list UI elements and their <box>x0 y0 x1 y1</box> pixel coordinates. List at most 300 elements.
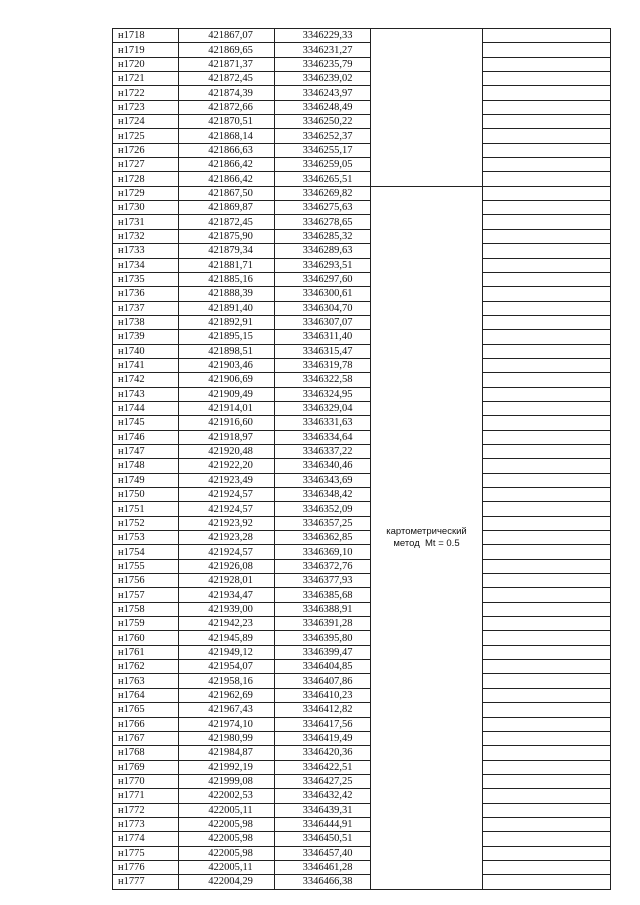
blank-cell <box>483 416 611 430</box>
y-coordinate-cell: 3346340,46 <box>275 459 371 473</box>
y-coordinate-cell: 3346324,95 <box>275 387 371 401</box>
y-coordinate-cell: 3346239,02 <box>275 72 371 86</box>
table-row <box>113 158 611 172</box>
blank-cell <box>483 502 611 516</box>
y-coordinate-cell: 3346377,93 <box>275 574 371 588</box>
x-coordinate-cell: 421924,57 <box>179 502 275 516</box>
x-coordinate-cell: 421866,42 <box>179 172 275 186</box>
point-id-cell: н1722 <box>113 86 179 100</box>
blank-cell <box>483 201 611 215</box>
y-coordinate-cell: 3346357,25 <box>275 516 371 530</box>
point-id-cell: н1773 <box>113 817 179 831</box>
y-coordinate-cell: 3346307,07 <box>275 315 371 329</box>
y-coordinate-cell: 3346422,51 <box>275 760 371 774</box>
x-coordinate-cell: 421866,42 <box>179 158 275 172</box>
blank-cell <box>483 875 611 889</box>
blank-cell <box>483 731 611 745</box>
x-coordinate-cell: 421866,63 <box>179 143 275 157</box>
x-coordinate-cell: 421984,87 <box>179 746 275 760</box>
point-id-cell: н1723 <box>113 100 179 114</box>
point-id-cell: н1728 <box>113 172 179 186</box>
blank-cell <box>483 29 611 43</box>
table-row <box>113 703 611 717</box>
point-id-cell: н1769 <box>113 760 179 774</box>
table-row <box>113 574 611 588</box>
table-row <box>113 674 611 688</box>
point-id-cell: н1724 <box>113 115 179 129</box>
table-row <box>113 143 611 157</box>
table-row <box>113 358 611 372</box>
x-coordinate-cell: 421867,50 <box>179 186 275 200</box>
point-id-cell: н1774 <box>113 832 179 846</box>
point-id-cell: н1739 <box>113 330 179 344</box>
point-id-cell: н1777 <box>113 875 179 889</box>
point-id-cell: н1729 <box>113 186 179 200</box>
x-coordinate-cell: 421874,39 <box>179 86 275 100</box>
y-coordinate-cell: 3346391,28 <box>275 617 371 631</box>
table-row <box>113 330 611 344</box>
y-coordinate-cell: 3346285,32 <box>275 229 371 243</box>
x-coordinate-cell: 421885,16 <box>179 272 275 286</box>
blank-cell <box>483 272 611 286</box>
coordinates-table <box>112 28 611 890</box>
x-coordinate-cell: 421999,08 <box>179 774 275 788</box>
y-coordinate-cell: 3346248,49 <box>275 100 371 114</box>
y-coordinate-cell: 3346352,09 <box>275 502 371 516</box>
method-cell-group-1 <box>371 29 483 187</box>
y-coordinate-cell: 3346259,05 <box>275 158 371 172</box>
table-row <box>113 272 611 286</box>
point-id-cell: н1766 <box>113 717 179 731</box>
x-coordinate-cell: 421916,60 <box>179 416 275 430</box>
table-row <box>113 602 611 616</box>
table-row <box>113 201 611 215</box>
table-row <box>113 688 611 702</box>
point-id-cell: н1718 <box>113 29 179 43</box>
table-row <box>113 545 611 559</box>
x-coordinate-cell: 421906,69 <box>179 373 275 387</box>
y-coordinate-cell: 3346343,69 <box>275 473 371 487</box>
table-row <box>113 186 611 200</box>
y-coordinate-cell: 3346322,58 <box>275 373 371 387</box>
y-coordinate-cell: 3346395,80 <box>275 631 371 645</box>
x-coordinate-cell: 421891,40 <box>179 301 275 315</box>
y-coordinate-cell: 3346420,36 <box>275 746 371 760</box>
table-row <box>113 459 611 473</box>
x-coordinate-cell: 421898,51 <box>179 344 275 358</box>
point-id-cell: н1755 <box>113 559 179 573</box>
blank-cell <box>483 43 611 57</box>
point-id-cell: н1737 <box>113 301 179 315</box>
point-id-cell: н1763 <box>113 674 179 688</box>
y-coordinate-cell: 3346275,63 <box>275 201 371 215</box>
table-row <box>113 401 611 415</box>
y-coordinate-cell: 3346362,85 <box>275 531 371 545</box>
x-coordinate-cell: 421867,07 <box>179 29 275 43</box>
x-coordinate-cell: 421980,99 <box>179 731 275 745</box>
x-coordinate-cell: 421871,37 <box>179 57 275 71</box>
point-id-cell: н1732 <box>113 229 179 243</box>
x-coordinate-cell: 421872,45 <box>179 72 275 86</box>
table-row <box>113 846 611 860</box>
method-label-line-1: картометрический <box>386 525 467 537</box>
blank-cell <box>483 115 611 129</box>
table-row <box>113 344 611 358</box>
y-coordinate-cell: 3346348,42 <box>275 488 371 502</box>
table-row <box>113 244 611 258</box>
x-coordinate-cell: 421888,39 <box>179 287 275 301</box>
table-row <box>113 229 611 243</box>
table-row <box>113 258 611 272</box>
blank-cell <box>483 703 611 717</box>
y-coordinate-cell: 3346427,25 <box>275 774 371 788</box>
blank-cell <box>483 258 611 272</box>
x-coordinate-cell: 422005,98 <box>179 832 275 846</box>
point-id-cell: н1753 <box>113 531 179 545</box>
point-id-cell: н1740 <box>113 344 179 358</box>
x-coordinate-cell: 421954,07 <box>179 660 275 674</box>
table-row <box>113 473 611 487</box>
x-coordinate-cell: 421924,57 <box>179 488 275 502</box>
method-cell-group-2 <box>371 186 483 889</box>
y-coordinate-cell: 3346329,04 <box>275 401 371 415</box>
blank-cell <box>483 315 611 329</box>
point-id-cell: н1764 <box>113 688 179 702</box>
table-row <box>113 215 611 229</box>
point-id-cell: н1751 <box>113 502 179 516</box>
table-row <box>113 660 611 674</box>
y-coordinate-cell: 3346235,79 <box>275 57 371 71</box>
blank-cell <box>483 229 611 243</box>
blank-cell <box>483 57 611 71</box>
table-row <box>113 617 611 631</box>
blank-cell <box>483 287 611 301</box>
table-row <box>113 301 611 315</box>
x-coordinate-cell: 421945,89 <box>179 631 275 645</box>
point-id-cell: н1731 <box>113 215 179 229</box>
table-row <box>113 444 611 458</box>
x-coordinate-cell: 421962,69 <box>179 688 275 702</box>
table-row <box>113 631 611 645</box>
point-id-cell: н1770 <box>113 774 179 788</box>
blank-cell <box>483 301 611 315</box>
table-row <box>113 488 611 502</box>
table-row <box>113 387 611 401</box>
x-coordinate-cell: 421928,01 <box>179 574 275 588</box>
point-id-cell: н1744 <box>113 401 179 415</box>
point-id-cell: н1720 <box>113 57 179 71</box>
y-coordinate-cell: 3346315,47 <box>275 344 371 358</box>
blank-cell <box>483 631 611 645</box>
method-label-line-2: метод Mt = 0.5 <box>393 537 460 549</box>
x-coordinate-cell: 422005,11 <box>179 860 275 874</box>
point-id-cell: н1771 <box>113 789 179 803</box>
blank-cell <box>483 545 611 559</box>
blank-cell <box>483 401 611 415</box>
point-id-cell: н1736 <box>113 287 179 301</box>
y-coordinate-cell: 3346385,68 <box>275 588 371 602</box>
table-row <box>113 100 611 114</box>
point-id-cell: н1730 <box>113 201 179 215</box>
point-id-cell: н1768 <box>113 746 179 760</box>
table-row <box>113 57 611 71</box>
y-coordinate-cell: 3346399,47 <box>275 645 371 659</box>
point-id-cell: н1754 <box>113 545 179 559</box>
x-coordinate-cell: 422004,29 <box>179 875 275 889</box>
point-id-cell: н1756 <box>113 574 179 588</box>
x-coordinate-cell: 421869,87 <box>179 201 275 215</box>
point-id-cell: н1734 <box>113 258 179 272</box>
y-coordinate-cell: 3346311,40 <box>275 330 371 344</box>
x-coordinate-cell: 421958,16 <box>179 674 275 688</box>
x-coordinate-cell: 422005,11 <box>179 803 275 817</box>
y-coordinate-cell: 3346450,51 <box>275 832 371 846</box>
table-row <box>113 645 611 659</box>
point-id-cell: н1738 <box>113 315 179 329</box>
y-coordinate-cell: 3346252,37 <box>275 129 371 143</box>
y-coordinate-cell: 3346300,61 <box>275 287 371 301</box>
blank-cell <box>483 244 611 258</box>
point-id-cell: н1760 <box>113 631 179 645</box>
y-coordinate-cell: 3346404,85 <box>275 660 371 674</box>
blank-cell <box>483 559 611 573</box>
point-id-cell: н1719 <box>113 43 179 57</box>
blank-cell <box>483 72 611 86</box>
blank-cell <box>483 688 611 702</box>
point-id-cell: н1765 <box>113 703 179 717</box>
point-id-cell: н1776 <box>113 860 179 874</box>
table-row <box>113 559 611 573</box>
y-coordinate-cell: 3346337,22 <box>275 444 371 458</box>
point-id-cell: н1741 <box>113 358 179 372</box>
point-id-cell: н1767 <box>113 731 179 745</box>
y-coordinate-cell: 3346229,33 <box>275 29 371 43</box>
table-row <box>113 760 611 774</box>
point-id-cell: н1747 <box>113 444 179 458</box>
x-coordinate-cell: 421869,65 <box>179 43 275 57</box>
blank-cell <box>483 617 611 631</box>
y-coordinate-cell: 3346372,76 <box>275 559 371 573</box>
x-coordinate-cell: 421903,46 <box>179 358 275 372</box>
y-coordinate-cell: 3346289,63 <box>275 244 371 258</box>
blank-cell <box>483 789 611 803</box>
blank-cell <box>483 459 611 473</box>
y-coordinate-cell: 3346461,28 <box>275 860 371 874</box>
point-id-cell: н1749 <box>113 473 179 487</box>
x-coordinate-cell: 421872,66 <box>179 100 275 114</box>
x-coordinate-cell: 421967,43 <box>179 703 275 717</box>
point-id-cell: н1726 <box>113 143 179 157</box>
table-row <box>113 315 611 329</box>
point-id-cell: н1775 <box>113 846 179 860</box>
blank-cell <box>483 444 611 458</box>
table-row <box>113 29 611 43</box>
point-id-cell: н1772 <box>113 803 179 817</box>
blank-cell <box>483 143 611 157</box>
blank-cell <box>483 86 611 100</box>
x-coordinate-cell: 422002,53 <box>179 789 275 803</box>
table-row <box>113 875 611 889</box>
blank-cell <box>483 574 611 588</box>
point-id-cell: н1758 <box>113 602 179 616</box>
point-id-cell: н1725 <box>113 129 179 143</box>
y-coordinate-cell: 3346293,51 <box>275 258 371 272</box>
blank-cell <box>483 186 611 200</box>
x-coordinate-cell: 421918,97 <box>179 430 275 444</box>
blank-cell <box>483 717 611 731</box>
y-coordinate-cell: 3346444,91 <box>275 817 371 831</box>
y-coordinate-cell: 3346331,63 <box>275 416 371 430</box>
table-row <box>113 860 611 874</box>
x-coordinate-cell: 421974,10 <box>179 717 275 731</box>
x-coordinate-cell: 421923,92 <box>179 516 275 530</box>
y-coordinate-cell: 3346466,38 <box>275 875 371 889</box>
blank-cell <box>483 602 611 616</box>
table-row <box>113 129 611 143</box>
blank-cell <box>483 803 611 817</box>
table-row <box>113 789 611 803</box>
y-coordinate-cell: 3346419,49 <box>275 731 371 745</box>
blank-cell <box>483 832 611 846</box>
y-coordinate-cell: 3346369,10 <box>275 545 371 559</box>
x-coordinate-cell: 421923,49 <box>179 473 275 487</box>
table-row <box>113 172 611 186</box>
blank-cell <box>483 358 611 372</box>
point-id-cell: н1721 <box>113 72 179 86</box>
blank-cell <box>483 473 611 487</box>
blank-cell <box>483 760 611 774</box>
table-row <box>113 115 611 129</box>
table-row <box>113 430 611 444</box>
point-id-cell: н1748 <box>113 459 179 473</box>
table-row <box>113 588 611 602</box>
table-row <box>113 746 611 760</box>
blank-cell <box>483 531 611 545</box>
x-coordinate-cell: 421870,51 <box>179 115 275 129</box>
x-coordinate-cell: 421872,45 <box>179 215 275 229</box>
blank-cell <box>483 330 611 344</box>
blank-cell <box>483 746 611 760</box>
x-coordinate-cell: 421879,34 <box>179 244 275 258</box>
coordinates-table-body <box>113 29 611 890</box>
y-coordinate-cell: 3346432,42 <box>275 789 371 803</box>
x-coordinate-cell: 421868,14 <box>179 129 275 143</box>
x-coordinate-cell: 421923,28 <box>179 531 275 545</box>
y-coordinate-cell: 3346243,97 <box>275 86 371 100</box>
x-coordinate-cell: 421934,47 <box>179 588 275 602</box>
y-coordinate-cell: 3346412,82 <box>275 703 371 717</box>
point-id-cell: н1761 <box>113 645 179 659</box>
x-coordinate-cell: 421924,57 <box>179 545 275 559</box>
blank-cell <box>483 215 611 229</box>
x-coordinate-cell: 422005,98 <box>179 846 275 860</box>
blank-cell <box>483 588 611 602</box>
table-row <box>113 72 611 86</box>
x-coordinate-cell: 421895,15 <box>179 330 275 344</box>
blank-cell <box>483 387 611 401</box>
point-id-cell: н1746 <box>113 430 179 444</box>
blank-cell <box>483 129 611 143</box>
point-id-cell: н1743 <box>113 387 179 401</box>
y-coordinate-cell: 3346319,78 <box>275 358 371 372</box>
y-coordinate-cell: 3346304,70 <box>275 301 371 315</box>
y-coordinate-cell: 3346439,31 <box>275 803 371 817</box>
point-id-cell: н1762 <box>113 660 179 674</box>
y-coordinate-cell: 3346297,60 <box>275 272 371 286</box>
table-row <box>113 287 611 301</box>
x-coordinate-cell: 421892,91 <box>179 315 275 329</box>
blank-cell <box>483 860 611 874</box>
table-row <box>113 516 611 530</box>
blank-cell <box>483 645 611 659</box>
x-coordinate-cell: 421939,00 <box>179 602 275 616</box>
blank-cell <box>483 158 611 172</box>
blank-cell <box>483 430 611 444</box>
y-coordinate-cell: 3346388,91 <box>275 602 371 616</box>
point-id-cell: н1735 <box>113 272 179 286</box>
y-coordinate-cell: 3346334,64 <box>275 430 371 444</box>
table-row <box>113 531 611 545</box>
x-coordinate-cell: 421992,19 <box>179 760 275 774</box>
blank-cell <box>483 373 611 387</box>
table-row <box>113 416 611 430</box>
blank-cell <box>483 172 611 186</box>
x-coordinate-cell: 421942,23 <box>179 617 275 631</box>
point-id-cell: н1757 <box>113 588 179 602</box>
x-coordinate-cell: 421949,12 <box>179 645 275 659</box>
table-row <box>113 731 611 745</box>
table-row <box>113 373 611 387</box>
point-id-cell: н1752 <box>113 516 179 530</box>
blank-cell <box>483 516 611 530</box>
y-coordinate-cell: 3346255,17 <box>275 143 371 157</box>
point-id-cell: н1745 <box>113 416 179 430</box>
table-row <box>113 817 611 831</box>
table-row <box>113 803 611 817</box>
y-coordinate-cell: 3346410,23 <box>275 688 371 702</box>
x-coordinate-cell: 421914,01 <box>179 401 275 415</box>
y-coordinate-cell: 3346231,27 <box>275 43 371 57</box>
table-row <box>113 832 611 846</box>
y-coordinate-cell: 3346265,51 <box>275 172 371 186</box>
table-row <box>113 502 611 516</box>
y-coordinate-cell: 3346278,65 <box>275 215 371 229</box>
point-id-cell: н1759 <box>113 617 179 631</box>
point-id-cell: н1750 <box>113 488 179 502</box>
blank-cell <box>483 774 611 788</box>
blank-cell <box>483 100 611 114</box>
x-coordinate-cell: 421881,71 <box>179 258 275 272</box>
y-coordinate-cell: 3346407,86 <box>275 674 371 688</box>
blank-cell <box>483 488 611 502</box>
table-row <box>113 774 611 788</box>
table-row <box>113 86 611 100</box>
y-coordinate-cell: 3346250,22 <box>275 115 371 129</box>
point-id-cell: н1742 <box>113 373 179 387</box>
blank-cell <box>483 817 611 831</box>
table-row <box>113 717 611 731</box>
table-row <box>113 43 611 57</box>
blank-cell <box>483 344 611 358</box>
x-coordinate-cell: 421909,49 <box>179 387 275 401</box>
point-id-cell: н1733 <box>113 244 179 258</box>
x-coordinate-cell: 421922,20 <box>179 459 275 473</box>
blank-cell <box>483 846 611 860</box>
x-coordinate-cell: 421875,90 <box>179 229 275 243</box>
y-coordinate-cell: 3346417,56 <box>275 717 371 731</box>
blank-cell <box>483 660 611 674</box>
point-id-cell: н1727 <box>113 158 179 172</box>
